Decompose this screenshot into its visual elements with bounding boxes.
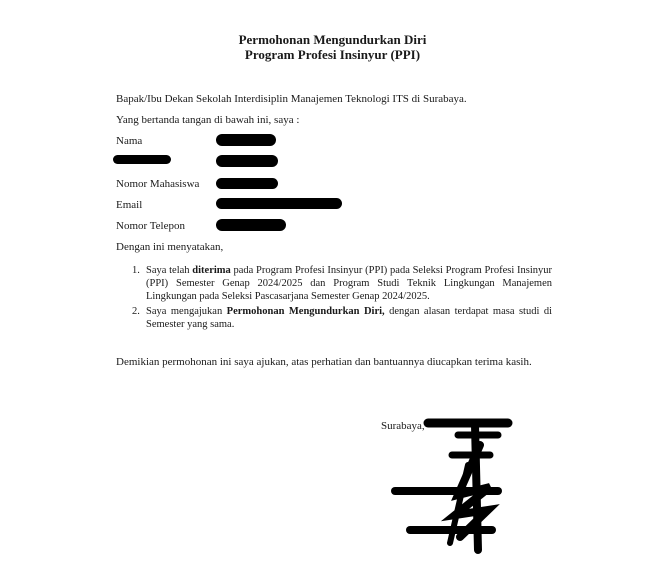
place-label: Surabaya, bbox=[381, 420, 425, 432]
statement-intro: Dengan ini menyatakan, bbox=[116, 241, 224, 253]
redaction-mark bbox=[216, 155, 278, 167]
document-title: Permohonan Mengundurkan Diri bbox=[238, 32, 427, 47]
field-label-email: Email bbox=[116, 199, 143, 211]
redaction-mark bbox=[216, 178, 278, 189]
list-item-number: 2. bbox=[132, 306, 140, 317]
addressee: Bapak/Ibu Dekan Sekolah Interdisiplin Manajemen Teknologi ITS di Surabaya. bbox=[116, 93, 467, 105]
document-subtitle: Program Profesi Insinyur (PPI) bbox=[244, 47, 421, 62]
redaction-mark bbox=[113, 155, 171, 164]
field-label-phone: Nomor Telepon bbox=[116, 220, 185, 232]
list-item bbox=[132, 305, 552, 331]
list-item bbox=[132, 264, 552, 303]
closing-text: Demikian permohonan ini saya ajukan, atas perhatian dan bantuannya diucapkan terima kasih. bbox=[116, 356, 532, 368]
redaction-mark bbox=[216, 134, 276, 146]
field-label-name: Nama bbox=[116, 135, 143, 147]
list-item-number: 1. bbox=[132, 265, 140, 276]
field-label-student-number: Nomor Mahasiswa bbox=[116, 178, 200, 190]
redaction-mark bbox=[216, 198, 342, 209]
list-item-text: Saya mengajukan Permohonan Mengundurkan Diri, dengan alasan terdapat masa studi di Semester yang sama. bbox=[146, 306, 553, 330]
intro-text: Yang bertanda tangan di bawah ini, saya : bbox=[116, 114, 300, 126]
signature-redaction bbox=[380, 415, 530, 565]
list-item-text: Saya telah diterima pada Program Profesi Insinyur (PPI) pada Seleksi Program Profesi Insinyur (PPI) Semester Genap 2024/2025 dan Program Studi Teknik Lingkungan Manajemen Lingkungan pada Seleksi Pascasarjana Semester Genap 2024/2025. bbox=[146, 265, 552, 302]
redaction-mark bbox=[216, 219, 286, 231]
